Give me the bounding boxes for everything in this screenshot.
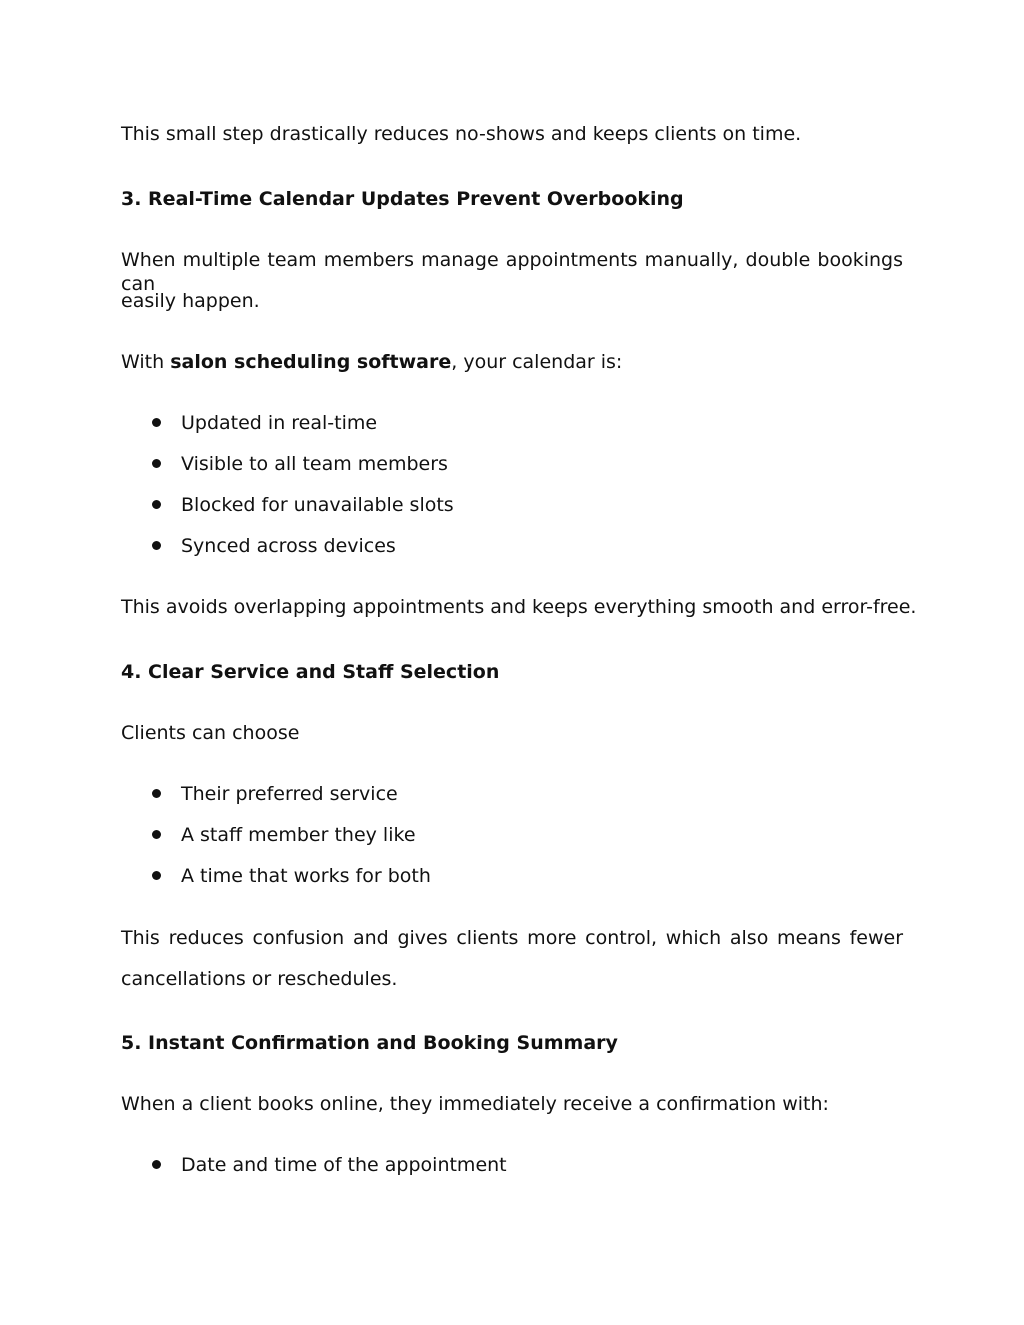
list-item-text: Their preferred service <box>181 783 398 805</box>
section-3-paragraph-line-1: When multiple team members manage appointments manually, double bookings can <box>121 249 903 295</box>
bullet-icon <box>152 541 161 550</box>
list-item-text: Blocked for unavailable slots <box>181 494 454 516</box>
section-3-closing: This avoids overlapping appointments and keeps everything smooth and error-free. <box>121 596 917 618</box>
section-4-heading: 4. Clear Service and Staff Selection <box>121 661 500 683</box>
list-item <box>121 864 903 888</box>
list-item-text: Visible to all team members <box>181 453 448 475</box>
calendar-intro-suffix: , your calendar is: <box>451 351 623 373</box>
bullet-icon <box>152 789 161 798</box>
section-3-heading: 3. Real-Time Calendar Updates Prevent Overbooking <box>121 188 684 210</box>
section-4-closing-line-1: This reduces confusion and gives clients more control, which also means fewer <box>121 927 903 949</box>
section-4-intro: Clients can choose <box>121 722 300 744</box>
list-item <box>121 411 903 435</box>
section-5-intro: When a client books online, they immediately receive a confirmation with: <box>121 1093 829 1115</box>
list-item <box>121 534 903 558</box>
list-item-text: Synced across devices <box>181 535 396 557</box>
intro-paragraph: This small step drastically reduces no-shows and keeps clients on time. <box>121 123 802 145</box>
list-item <box>121 493 903 517</box>
list-item-text: Date and time of the appointment <box>181 1154 507 1176</box>
list-item-text: Updated in real-time <box>181 412 378 434</box>
section-5-heading: 5. Instant Confirmation and Booking Summary <box>121 1032 618 1054</box>
list-item-text: A time that works for both <box>181 865 431 887</box>
calendar-intro-bold: salon scheduling software <box>170 351 452 373</box>
document-page <box>121 0 917 1325</box>
bullet-icon <box>152 871 161 880</box>
list-item <box>121 782 903 806</box>
list-item-text: A staff member they like <box>181 824 416 846</box>
list-item <box>121 823 903 847</box>
bullet-icon <box>152 830 161 839</box>
list-item <box>121 452 903 476</box>
section-3-calendar-intro <box>121 350 622 374</box>
bullet-icon <box>152 1160 161 1169</box>
calendar-intro-prefix: With <box>121 351 171 373</box>
bullet-icon <box>152 459 161 468</box>
bullet-icon <box>152 500 161 509</box>
bullet-icon <box>152 418 161 427</box>
section-4-closing-line-2: cancellations or reschedules. <box>121 968 398 990</box>
list-item <box>121 1153 903 1177</box>
section-3-paragraph-line-2: easily happen. <box>121 290 260 312</box>
